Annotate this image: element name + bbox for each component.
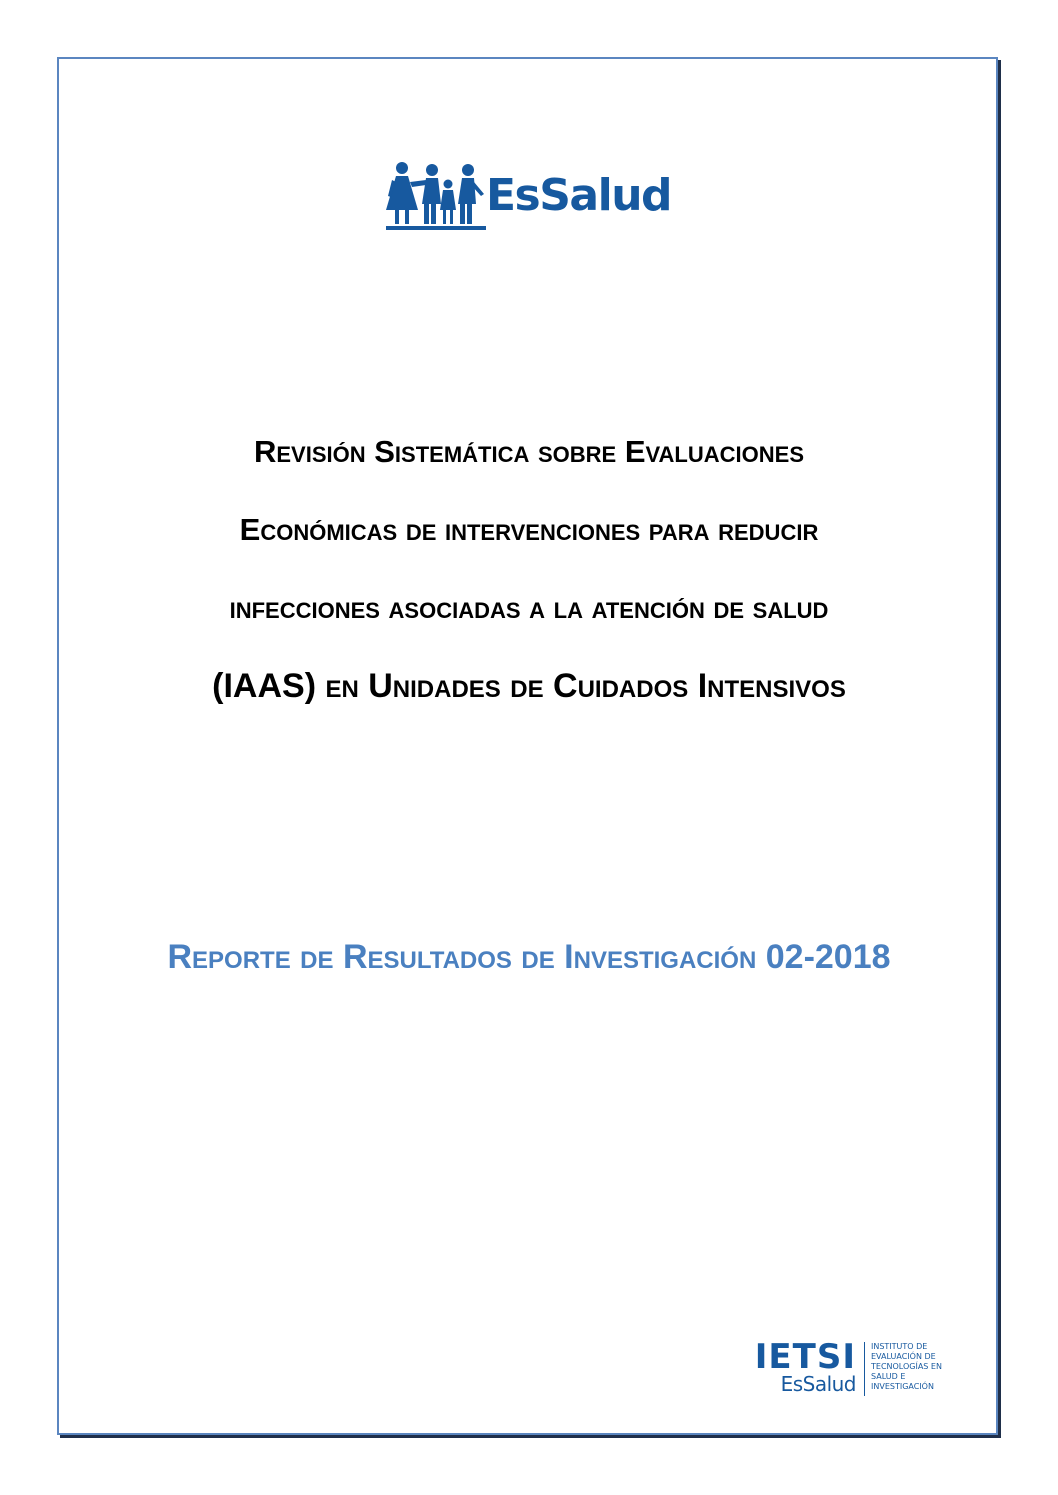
family-figures-icon bbox=[386, 160, 486, 230]
title-line-3: infecciones asociadas a la atención de salud bbox=[229, 590, 829, 625]
page-border bbox=[57, 57, 998, 1435]
essalud-logo-text: EsSalud bbox=[486, 170, 672, 221]
title-line-2: Económicas de intervenciones para reducir bbox=[239, 512, 819, 547]
ietsi-logo bbox=[734, 1337, 964, 1402]
essalud-logo bbox=[386, 160, 672, 232]
title-line-1: Revisión Sistemática sobre Evaluaciones bbox=[254, 434, 804, 469]
ietsi-divider bbox=[864, 1342, 865, 1396]
ietsi-essalud-text: EsSalud bbox=[780, 1372, 856, 1396]
document-title bbox=[0, 430, 1058, 742]
ietsi-institute-name: INSTITUTO DE EVALUACIÓN DE TECNOLOGÍAS EN SALUD E INVESTIGACIÓN bbox=[871, 1342, 942, 1391]
ietsi-acronym: IETSI bbox=[754, 1337, 856, 1377]
title-line-4: (IAAS) en Unidades de Cuidados Intensivos bbox=[212, 667, 846, 705]
report-label: Reporte de Resultados de Investigación 02-2018 bbox=[167, 938, 891, 976]
